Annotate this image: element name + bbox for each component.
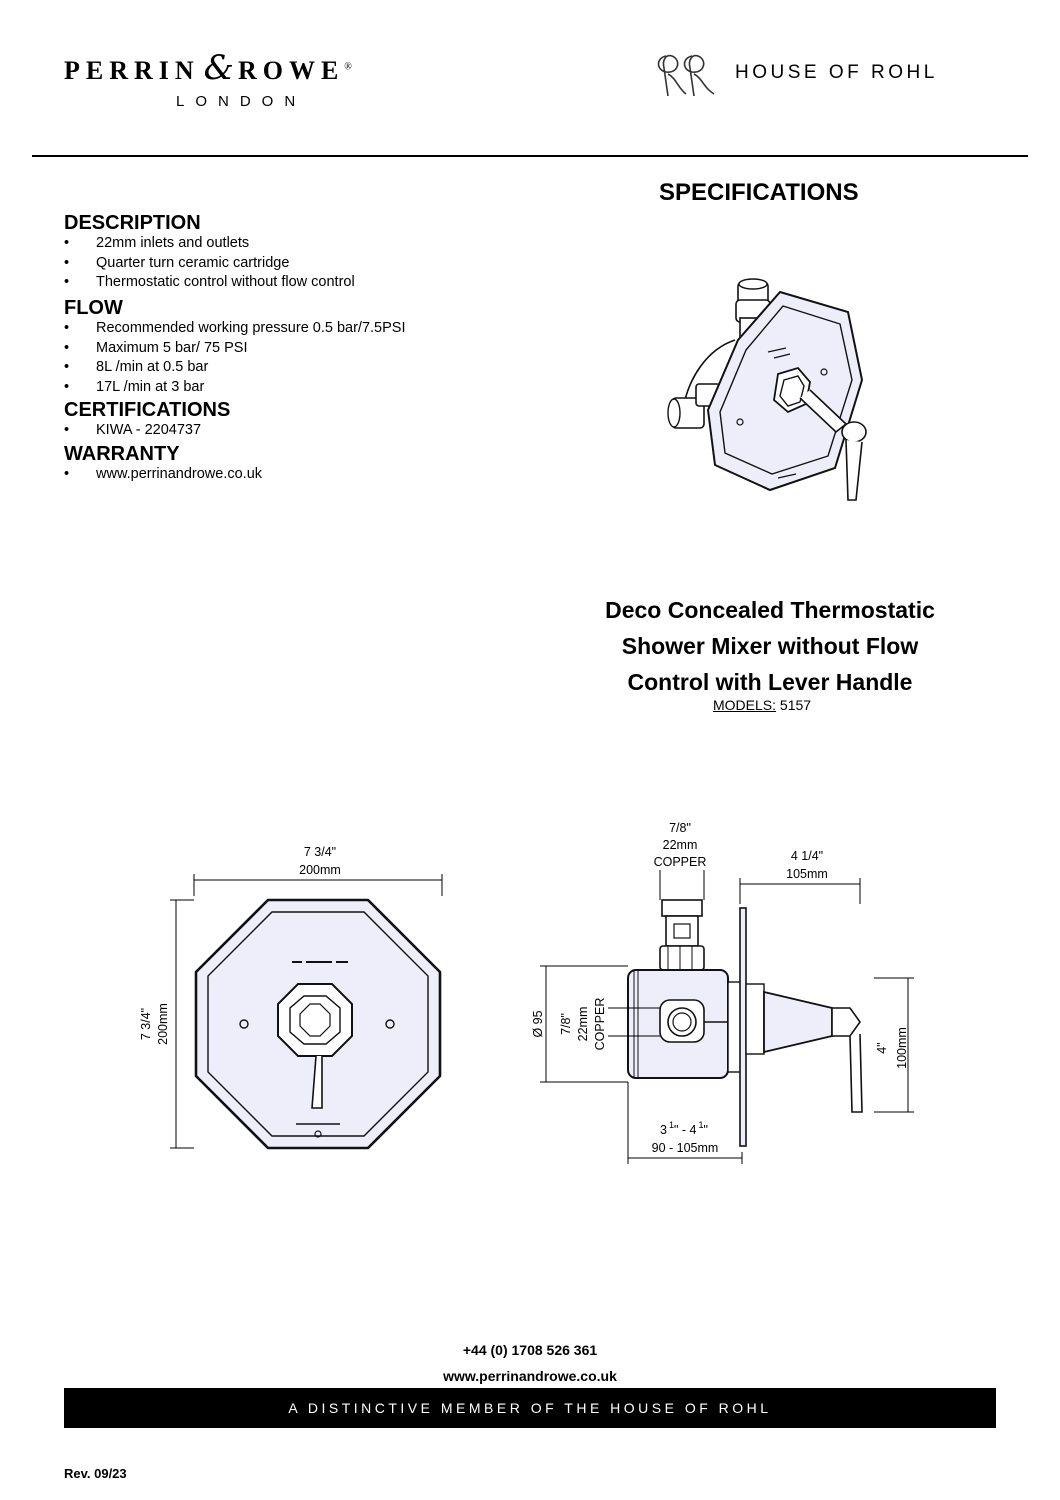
phone-number: +44 (0) 1708 526 361 [462,1342,598,1358]
side-inlet-fitting [660,1000,704,1042]
lever-mm-label: 100mm [895,1027,909,1069]
product-title-line: Shower Mixer without Flow [621,633,919,659]
projection-mm-label: 105mm [786,867,828,881]
brand-ampersand: & [203,48,234,88]
models-label: MODELS: [713,697,777,713]
product-title [540,592,1000,700]
bullet-list [64,421,484,441]
top-inlet-fitting [660,900,704,970]
brand-name-part2: ROWE [237,56,345,85]
product-title-line: Deco Concealed Thermostatic [605,597,935,623]
list-item: • 17L /min at 3 bar [64,378,484,398]
lever-inch-label: 4" [875,1042,889,1054]
side-inlet-mm-label: 22mm [576,1006,590,1042]
section-heading: DESCRIPTION [64,212,201,234]
website-link[interactable]: www.perrinandrowe.co.uk [443,1368,617,1384]
side-inlet-inch-label: 7/8" [559,1013,573,1035]
bullet-list [64,319,484,397]
depth-inch-label: 3 $^1$" - 4 $^1$" [660,1120,708,1137]
width-inch-label: 7 3/4" [303,845,337,859]
height-mm-label: 200mm [156,1003,170,1045]
models-line [713,697,811,713]
list-item: • 22mm inlets and outlets [64,234,484,254]
registered-mark: ® [344,61,352,73]
product-title-line: Control with Lever Handle [627,669,913,695]
projection-inch-label: 4 1/4" [790,849,824,863]
section-warranty [64,443,484,485]
top-inlet-mm-label: 22mm [662,838,698,852]
depth-mm-label: 90 - 105mm [651,1141,719,1155]
brand-city: LONDON [176,93,307,110]
side-elevation-drawing [520,812,940,1172]
top-inlet-material-label: COPPER [653,855,707,869]
bullet-list [64,234,484,293]
body-diameter-label: Ø 95 [531,1010,545,1038]
height-inch-label: 7 3/4" [139,1007,153,1041]
specifications-title: SPECIFICATIONS [659,179,859,206]
bullet-list [64,465,484,485]
list-item: • Recommended working pressure 0.5 bar/7.5PSI [64,319,484,339]
list-item: • Quarter turn ceramic cartridge [64,254,484,274]
revision-label: Rev. 09/23 [64,1466,127,1481]
section-certifications [64,399,484,441]
list-item: • Thermostatic control without flow control [64,273,484,293]
tagline-banner: A DISTINCTIVE MEMBER OF THE HOUSE OF ROHL [64,1388,996,1428]
header-divider [32,155,1028,157]
brand-logo-perrin-rowe [64,48,352,88]
section-description [64,212,484,293]
list-item: • 8L /min at 0.5 bar [64,358,484,378]
top-inlet-inch-label: 7/8" [669,821,691,835]
section-flow [64,297,484,397]
section-heading: WARRANTY [64,443,180,465]
side-inlet-material-label: COPPER [593,997,607,1051]
front-elevation-drawing [120,812,460,1172]
product-illustration [650,270,890,520]
list-item: • Maximum 5 bar/ 75 PSI [64,339,484,359]
list-item: • KIWA - 2204737 [64,421,484,441]
models-value: 5157 [776,697,812,713]
house-of-rohl-monogram-icon [652,48,724,100]
partner-name: HOUSE OF ROHL [735,62,938,83]
lever-handle [846,440,862,500]
width-mm-label: 200mm [299,863,341,877]
section-heading: FLOW [64,297,123,319]
brand-name-part1: PERRIN [64,56,200,85]
section-heading: CERTIFICATIONS [64,399,231,421]
warranty-link[interactable]: • www.perrinandrowe.co.uk [64,465,484,485]
